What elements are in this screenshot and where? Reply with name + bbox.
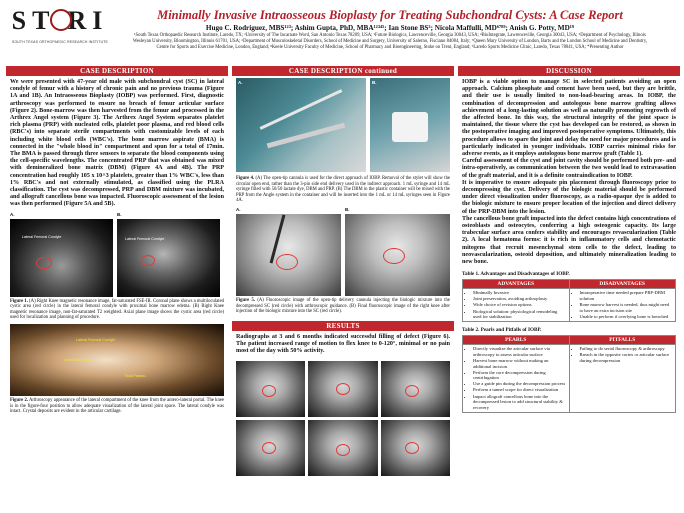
figure-6-xray-5 — [308, 420, 377, 476]
figure-6-xray-3 — [381, 361, 450, 417]
table-1-title: Table 1. Advantages and Disadvantages of IOBP. — [462, 271, 570, 278]
list-item: • Impact allograft cancellous bone into the decompressed lesion to add structural stability & recovery — [473, 394, 566, 411]
figure-4 — [232, 78, 454, 174]
figure-1a-tag: Lateral Femoral Condyle — [22, 234, 62, 239]
figure-2-tag-meniscus: Lateral Meniscus — [64, 358, 92, 363]
figure-1 — [6, 211, 228, 297]
figure-5b-label: B. — [345, 206, 350, 212]
list-item: • Wide choice of revision options — [473, 302, 566, 308]
figure-4a-syringe-shape — [267, 123, 346, 149]
section-heading-discussion: DISCUSSION — [458, 66, 680, 76]
list-item: • Unable to perform if overlying bone is breached — [580, 314, 673, 320]
poster-header — [0, 0, 684, 66]
list-item: • Perform a tunnel scope for direct visualization — [473, 387, 566, 393]
figure-2 — [6, 324, 228, 396]
table-2-pitfalls-cell — [569, 345, 676, 413]
case-description-text: We were presented with 47-year old male with subchondral cyst (SC) in lateral condyle of femur with a history of chronic pain and no previous trauma (Figure 1A and 1B). An Intraosseous Bioplasty (IOBP) was performed. First, diagnostic arthroscopy was performed to ensure no breach of femur articular surface (Figure 2). Bone-marrow was then harvested from the femur and processed in the Arthrex Angel system (Figure 3). The Arthrex Angel System separates platelet rich plasma (PRP) with nucleated cells, platelet poor plasma, and red blood cells (RBC's) into separate sterile compartments with customizable levels of each including white blood cells (WBC's). The bone marrow aspirate (BMA) is connected in the "whole blood in" compartment and spun for a total of 17min. The BMA is passed through three sensors to separate the blood components using the cell-specific wavelengths. The concentrated PRP that was obtained was mixed with demineralized bone matrix (DBM) (Figure 4A and 4B). The PRP concentration had roughly 105 x 10^3 platelets, greater than 1% WBC's, less than 1% RBC's and not externally stimulated, as classified using the PLRA classification. The cyst was decompressed, PRP and DBM mixture was incubated, and allograft cancellous bone was impacted. Fluoroscopic assessment of the lesion was then performed (Figure 5A and 5B). — [10, 79, 224, 208]
table-2-header-pitfalls: PITFALLS — [569, 336, 676, 345]
list-item: • Joint preservation, avoiding arthroplasty — [473, 296, 566, 302]
table-1-advantages-cell — [463, 289, 570, 322]
discussion-paragraph-3: It is imperative to ensure adequate pin placement through fluoroscopy prior to decompressing the cyst. Delivery of the biologic material should be performed under direct visualization under fluoroscopy, as a radio-opaque dye is added to the biologic mixture to ensure proper location of the injection and direct delivery of the PRP-DBM into the lesion. — [462, 179, 676, 215]
list-item: • Harvest bone marrow without making an additional incision — [473, 358, 566, 369]
figure-2-tag-plateau: Tibial Plateau — [124, 374, 146, 379]
logo-circle-icon — [50, 9, 72, 31]
discussion-paragraph-1: IOBP is a viable option to manage SC in selected patients avoiding an open approach. Calcium phosphate and cement have been used, but they are brittle, and their use is usually limited to non-load-bearing areas. In IOBP, the combination of decompression and autologous bone marrow grafting allows achievement of a long-lasting solution as well as naturally promoting regrowth of the affected bone. In this way, the structural integrity of the joint space is maintained, the tissue where the cyst has developed can be restored, as shown in the postoperative imaging and improved postoperative symptoms. Ultimately, this procedure allows to spare the joint and delay the need for major procedures and is particularly indicated in younger individuals. IOBP carries minimal risks for adverse events, as it employs autologous bone marrow graft (Table 1). — [462, 79, 676, 158]
figure-1a-label: A. — [10, 211, 15, 217]
list-item: • Intraoperative time needed prepare PRP-DBM solution — [580, 290, 673, 301]
table-1-advantages-disadvantages — [462, 279, 676, 322]
table-2-pearls-cell — [463, 345, 570, 413]
section-heading-case-continued: CASE DESCRIPTION continued — [232, 66, 454, 76]
figure-5-caption: Figure 5. (A) Fluoroscopic image of the open-tip delivery cannula injecting the biologic mixture into the decompressed SC (red circle) with arthroscopic guidance. (B) Final fluoroscopic image of the right knee after injection of the biologic mixture into the SC (red circle). — [236, 297, 450, 315]
results-text: Radiographs at 3 and 6 months indicated successful filling of defect (Figure 6). The patient increased range of motion to flex knee to 0-120°, minimal or no pain most of the day with 50% activity. — [236, 333, 450, 355]
column-case-description — [6, 66, 228, 513]
figure-4b-container-image — [370, 78, 450, 172]
list-item: • Biological solution: physiological remodeling used for stabilization — [473, 309, 566, 320]
column-discussion — [458, 66, 680, 513]
figure-6-xray-1-red-circle — [262, 385, 276, 397]
author-list: Hugo C. Rodriguez, MBS¹²³; Ashim Gupta, PhD, MBA¹²³⁴⁵; Ian Stone BS³; Nicola Maffulli, MD⁶⁷⁸⁹; Anish G. Potty, MD¹⁹ — [205, 24, 575, 32]
figure-5b-red-circle — [383, 248, 405, 264]
figure-6-xray-5-red-circle — [336, 444, 350, 456]
stori-logo — [6, 6, 114, 54]
table-2-pearls-pitfalls — [462, 335, 676, 413]
figure-4-caption: Figure 4. (A) The open-tip cannula is used for the direct approach of IOBP. Removal of the stylet will show the circular open end, rather than the 3-pin side end delivery used in the indirect approach. 1 mL syringe and 14 mL syringe filled with 50/50 lactate dye, DBM and PRP. (B) The DBM in the plastic container will be mixed with the PRP from the Angle system in the container and will be inserted into the 1 mL or 14 mL syringes seen in Figure 4A. — [236, 176, 450, 204]
figure-1b-label: B. — [117, 211, 122, 217]
figure-6-xray-4-red-circle — [262, 442, 276, 454]
figure-4b-label: B. — [372, 80, 377, 85]
discussion-paragraph-2: Careful assessment of the cyst and joint cavity should be performed both pre- and intra-operatively, as communication between the two would lead to extravasation of the graft material, and it is a definite contraindication to IOBP. — [462, 158, 676, 179]
figure-4a-label: A. — [238, 80, 243, 85]
affiliations: ¹South Texas Orthopaedic Research Institute, Laredo, TX; ²University of The Incarnate Word, San Antonio Texas 78209, USA; ³Future Biologics, Lawrenceville, Georgia 30043, USA; ⁴BioIntegrate, Lawrenceville, Georgia 30043, USA; ⁵Department of Psychology, Illinois Wesleyan University, Bloomington, Illinois 61701, USA; ⁶Department of Musculoskeletal Disorders, School of Medicine and Surgery, University of Salerno, Fisciano 84084, Italy; ⁷Queen Mary University of London, Barts and the London School of Medicine and Dentistry, Centre for Sports and Exercise Medicine, London, England; ⁸Keele University Faculty of Medicine, School of Pharmacy and Bioengineering, Stoke on Trent, England; ⁹Laredo Sports Medicine Clinic, Laredo, Texas 78041, USA; *Presenting Author — [132, 33, 648, 50]
figure-4a-cannula-shape — [260, 89, 343, 130]
figure-1b-red-circle — [141, 255, 155, 266]
discussion-paragraph-4: The cancellous bone graft impacted into the defect contains high concentrations of osteoblasts and osteocytes, conferring a high osteogenic capacity. Its large trabecular surface area confers stability and encourages revascularization (Table 2). A local hematoma forms: it is rich in inflammatory cells and chemotactic mitogens that recruit mesenchymal stem cells to the defect, leading to neovascularization, osteoid deposition, and ultimately mineralization leading to new bone. — [462, 215, 676, 266]
figure-6-xray-2 — [308, 361, 377, 417]
list-item: • Minimally Invasive — [473, 290, 566, 296]
logo-wordmark: ST RI — [11, 6, 109, 35]
figure-1b-mri-image — [117, 211, 220, 297]
table-1-disadvantages-cell — [569, 289, 676, 322]
section-heading-results: RESULTS — [232, 321, 454, 331]
figure-5 — [232, 206, 454, 296]
logo-subtitle: SOUTH TEXAS ORTHOPAEDIC RESEARCH INSTITUTE — [11, 40, 108, 44]
table-1-header-advantages: ADVANTAGES — [463, 280, 570, 289]
table-2-title: Table 2. Pearls and Pitfalls of IOBP. — [462, 327, 542, 334]
figure-4a-surgical-tools-image — [236, 78, 366, 172]
figure-6-xray-1 — [236, 361, 305, 417]
list-item: • Directly visualize the articular surface via arthroscopy to assess articular surface — [473, 346, 566, 357]
figure-5a-red-circle — [276, 254, 298, 270]
figure-2-arthroscopy-image — [10, 324, 224, 396]
figure-6 — [232, 355, 454, 476]
figure-2-tag-condyle: Lateral Femoral Condyle — [76, 338, 116, 343]
poster-title: Minimally Invasive Intraosseous Bioplasty for Treating Subchondral Cysts: A Case Report — [157, 8, 623, 22]
figure-6-xray-6 — [381, 420, 450, 476]
figure-6-xray-3-red-circle — [405, 385, 419, 397]
list-item: • Perform the core decompression during centrifugation — [473, 370, 566, 381]
table-1-header-disadvantages: DISADVANTAGES — [569, 280, 676, 289]
figure-5a-fluoroscopy-image — [236, 206, 341, 296]
figure-5b-fluoroscopy-image — [345, 206, 450, 296]
figure-6-xray-2-red-circle — [336, 383, 350, 395]
figure-6-xray-4 — [236, 420, 305, 476]
list-item: • Bone marrow harvest is needed, thus might need to have an extra incision site — [580, 302, 673, 313]
list-item: • Breach in the opposite cortex or articular surface during decompression — [580, 352, 673, 363]
section-heading-case-description: CASE DESCRIPTION — [6, 66, 228, 76]
figure-5a-label: A. — [236, 206, 241, 212]
figure-1a-mri-image — [10, 211, 113, 297]
list-item: • Use a guide pin during the decompression process — [473, 381, 566, 387]
list-item: • Failing to do serial fluoroscopy & arthroscopy — [580, 346, 673, 352]
figure-4b-container-shape — [392, 112, 428, 142]
figure-6-row-1 — [236, 361, 450, 417]
column-case-continued — [232, 66, 454, 513]
figure-2-caption: Figure 2. Arthroscopy appearance of the lateral compartment of the knee from the antero-lateral portal. The knee is in the figure-four position to allow adequate visualization of the lateral joint space. The lateral condyle was intact. Crystal deposits are evident in the articular cartilage. — [10, 398, 224, 415]
figure-1b-tag: Lateral Femoral Condyle — [125, 236, 165, 241]
figure-1-caption: Figure 1. (A) Right Knee magnetic resonance image, fat-saturated FSE-IR. Coronal plane shows a multiloculated cystic area (red circle) in the lateral femoral condyle with proximal bone marrow edema. (B) Right Knee magnetic resonance image, non-fat-saturated T2 weighted. Axial plane image shows the cystic area (red circle) used for localization and planning of procedure. — [10, 298, 224, 321]
figure-6-row-2 — [236, 420, 450, 476]
figure-6-xray-6-red-circle — [405, 442, 419, 454]
table-2-header-pearls: PEARLS — [463, 336, 570, 345]
figure-1a-red-circle — [36, 257, 52, 269]
